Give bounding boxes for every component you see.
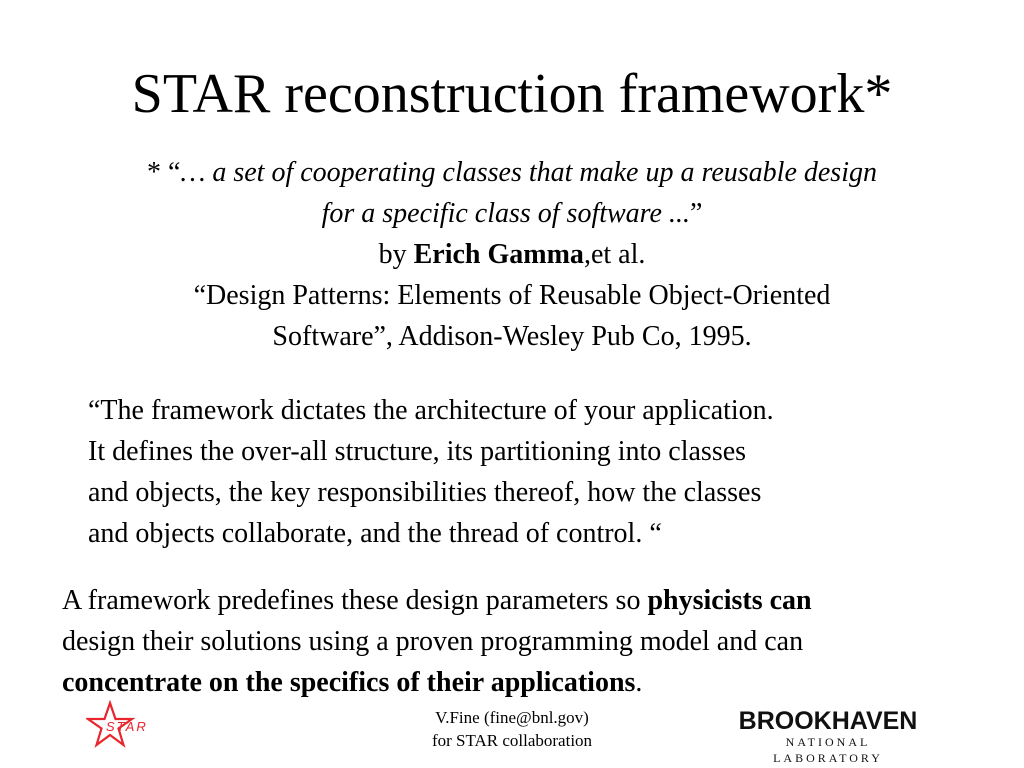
- footnote-author-line: [40, 234, 984, 275]
- brookhaven-name: BROOKHAVEN: [738, 707, 918, 735]
- star-icon: [86, 700, 156, 754]
- definition-line: and objects collaborate, and the thread of control. “: [88, 518, 662, 549]
- star-logo-text: STAR: [106, 719, 148, 734]
- summary-text: .: [635, 667, 643, 698]
- footer-author: V.Fine (fine@bnl.gov): [435, 708, 589, 727]
- summary-bold: physicists can: [647, 585, 812, 616]
- book-title-line-2: Software”, Addison-Wesley Pub Co, 1995.: [272, 321, 752, 352]
- footnote-close-quote: ”: [689, 198, 703, 229]
- star-logo: [86, 700, 156, 754]
- framework-definition: [88, 390, 968, 554]
- slide-title: STAR reconstruction framework*: [131, 63, 893, 125]
- footnote-italic-2: for a specific class of software ...: [321, 198, 690, 229]
- footnote-line-2: [40, 193, 984, 234]
- definition-line: It defines the over-all structure, its partitioning into classes: [88, 436, 747, 467]
- by-label: by: [378, 239, 414, 270]
- summary-line-1: [62, 580, 1002, 621]
- footnote-prefix: * “: [147, 157, 181, 188]
- summary-text: A framework predefines these design parameters so: [62, 585, 648, 616]
- brookhaven-logo: [730, 707, 926, 765]
- footnote-italic-1: … a set of cooperating classes that make up a reusable design: [180, 157, 877, 188]
- framework-summary: [62, 580, 1002, 703]
- summary-line-3: [62, 662, 1002, 703]
- footnote-line-1: [40, 152, 984, 193]
- summary-line-2: design their solutions using a proven programming model and can: [62, 626, 804, 657]
- author-name: Erich Gamma: [413, 239, 584, 270]
- footnote-quote: [40, 152, 984, 357]
- definition-line: “The framework dictates the architecture of your application.: [88, 395, 774, 426]
- brookhaven-subtitle: NATIONAL LABORATORY: [773, 735, 883, 765]
- footer-credit: [380, 706, 644, 752]
- summary-bold: concentrate on the specifics of their applications: [62, 667, 636, 698]
- author-suffix: ,et al.: [583, 239, 646, 270]
- definition-line: and objects, the key responsibilities thereof, how the classes: [88, 477, 762, 508]
- footer-collaboration: for STAR collaboration: [431, 731, 593, 750]
- book-title-line-1: “Design Patterns: Elements of Reusable Object-Oriented: [193, 280, 831, 311]
